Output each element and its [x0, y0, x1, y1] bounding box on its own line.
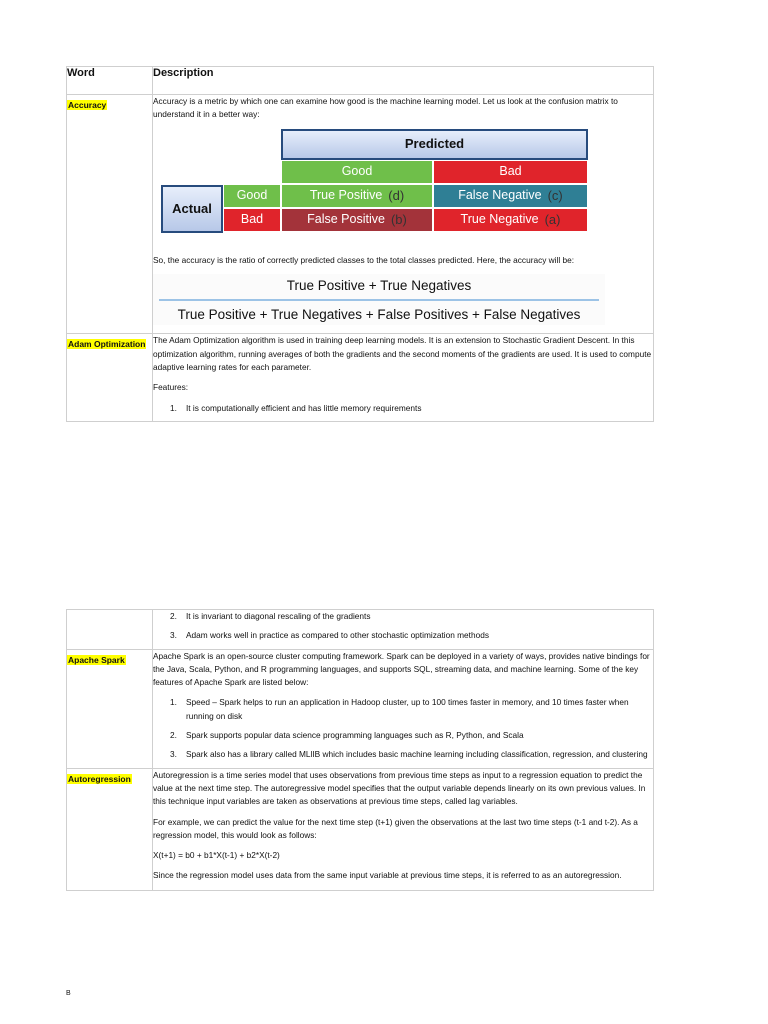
spark-text: Apache Spark is an open-source cluster computing framework. Spark can be deployed in a variety of ways, provides native bindings for the Java, Scala, Python, and R programming languages, and supports SQL, streaming data, and machine learning. Some of the key features of Apache Spark are listed below: [153, 650, 650, 688]
page-mark: B [66, 990, 71, 997]
accuracy-ratio-text: So, the accuracy is the ratio of correctly predicted classes to the total classes predicted. Here, the accuracy will be: [153, 254, 575, 265]
list-text: Adam works well in practice as compared to other stochastic optimization methods [186, 630, 489, 641]
tp-letter: (d) [388, 187, 405, 203]
list-item [153, 729, 653, 742]
confusion-matrix [153, 129, 588, 246]
list-number: 3. [170, 749, 177, 760]
fn-label: False Negative [458, 187, 542, 202]
accuracy-formula [153, 274, 605, 326]
description-cell [153, 649, 654, 768]
tn-letter: (a) [544, 211, 561, 227]
list-text: Spark also has a library called MLlIB which includes basic machine learning including classification, regression, and clustering [186, 749, 648, 760]
term-apache-spark: Apache Spark [68, 654, 125, 665]
word-cell [67, 649, 153, 768]
term-accuracy: Accuracy [68, 100, 107, 110]
list-number: 2. [170, 730, 177, 741]
list-number: 3. [170, 630, 177, 641]
header-row [67, 67, 654, 95]
fp-letter: (b) [390, 211, 407, 227]
list-number: 1. [170, 697, 177, 708]
autoreg-p2: For example, we can predict the value for the next time step (t+1) given the observations at the last two time steps (t-1 and t-2). As a regression model, this would look as follows: [153, 816, 638, 840]
list-text: It is computationally efficient and has little memory requirements [186, 402, 422, 413]
word-cell [67, 610, 153, 650]
glossary-table-1 [66, 66, 654, 422]
row-adam-continued [67, 610, 654, 650]
formula-denominator: True Positive + True Negatives + False Positives + False Negatives [177, 307, 581, 323]
header-description: Description [153, 67, 654, 95]
autoreg-p1: Autoregression is a time series model that uses observations from previous time steps as input to a regression equation to predict the value at the next time step. The autoregressive model specifies that the output variable depends linearly on its own previous values. In this technique input variables are taken as observations at previous time steps, called lag variables. [153, 769, 646, 807]
matrix-predicted-header: Predicted [281, 129, 588, 160]
term-autoregression: Autoregression [68, 773, 131, 784]
autoreg-equation: X(t+1) = b0 + b1*X(t-1) + b2*X(t-2) [153, 850, 280, 861]
adam-feature-list [153, 402, 653, 415]
glossary-table-2 [66, 609, 654, 891]
list-item [153, 610, 653, 623]
matrix-true-negative [433, 208, 588, 232]
matrix-actual-good: Good [223, 184, 281, 208]
matrix-actual-header: Actual [161, 185, 223, 233]
row-autoregression [67, 768, 654, 890]
autoreg-p4: Since the regression model uses data from the same input variable at previous time steps, it is referred to as an autoregression. [153, 870, 622, 881]
row-adam [67, 334, 654, 421]
tn-label: True Negative [460, 211, 539, 226]
list-item [153, 748, 653, 761]
tp-label: True Positive [309, 187, 383, 202]
description-cell [153, 95, 654, 334]
adam-text: The Adam Optimization algorithm is used in training deep learning models. It is an extension to Stochastic Gradient Descent. In this optimization algorithm, running averages of both the gradients and the second moments of the gradients are used. It is used to compute adaptive learning rates for each parameter. [153, 335, 652, 373]
header-word: Word [67, 67, 153, 95]
list-number: 2. [170, 611, 177, 621]
matrix-predicted-bad: Bad [433, 160, 588, 184]
row-accuracy [67, 95, 654, 334]
list-text: Speed – Spark helps to run an application in Hadoop cluster, up to 100 times faster in memory, and 10 times faster when running on disk [186, 697, 629, 721]
list-item [153, 629, 653, 642]
description-cell [153, 334, 654, 421]
matrix-true-positive [281, 184, 433, 208]
matrix-actual-bad: Bad [223, 208, 281, 232]
list-number: 1. [170, 402, 177, 413]
matrix-predicted-good: Good [281, 160, 433, 184]
word-cell [67, 334, 153, 421]
adam-features-label: Features: [153, 382, 189, 393]
list-text: Spark supports popular data science programming languages such as R, Python, and Scala [186, 730, 524, 741]
formula-numerator: True Positive + True Negatives [286, 277, 472, 293]
fn-letter: (c) [547, 187, 563, 203]
word-cell [67, 95, 153, 334]
matrix-false-positive [281, 208, 433, 232]
row-apache-spark [67, 649, 654, 768]
list-item [153, 696, 653, 723]
list-text: It is invariant to diagonal rescaling of the gradients [186, 611, 371, 621]
word-cell [67, 768, 153, 890]
accuracy-intro: Accuracy is a metric by which one can examine how good is the machine learning model. Let us look at the confusion matrix to understand it in a better way: [153, 96, 618, 120]
description-cell [153, 610, 654, 650]
spark-feature-list [153, 696, 653, 761]
term-adam-optimization: Adam Optimization [68, 339, 146, 350]
adam-feature-list-continued [153, 610, 653, 643]
list-item [153, 402, 653, 415]
fp-label: False Positive [307, 211, 385, 226]
description-cell [153, 768, 654, 890]
matrix-false-negative [433, 184, 588, 208]
